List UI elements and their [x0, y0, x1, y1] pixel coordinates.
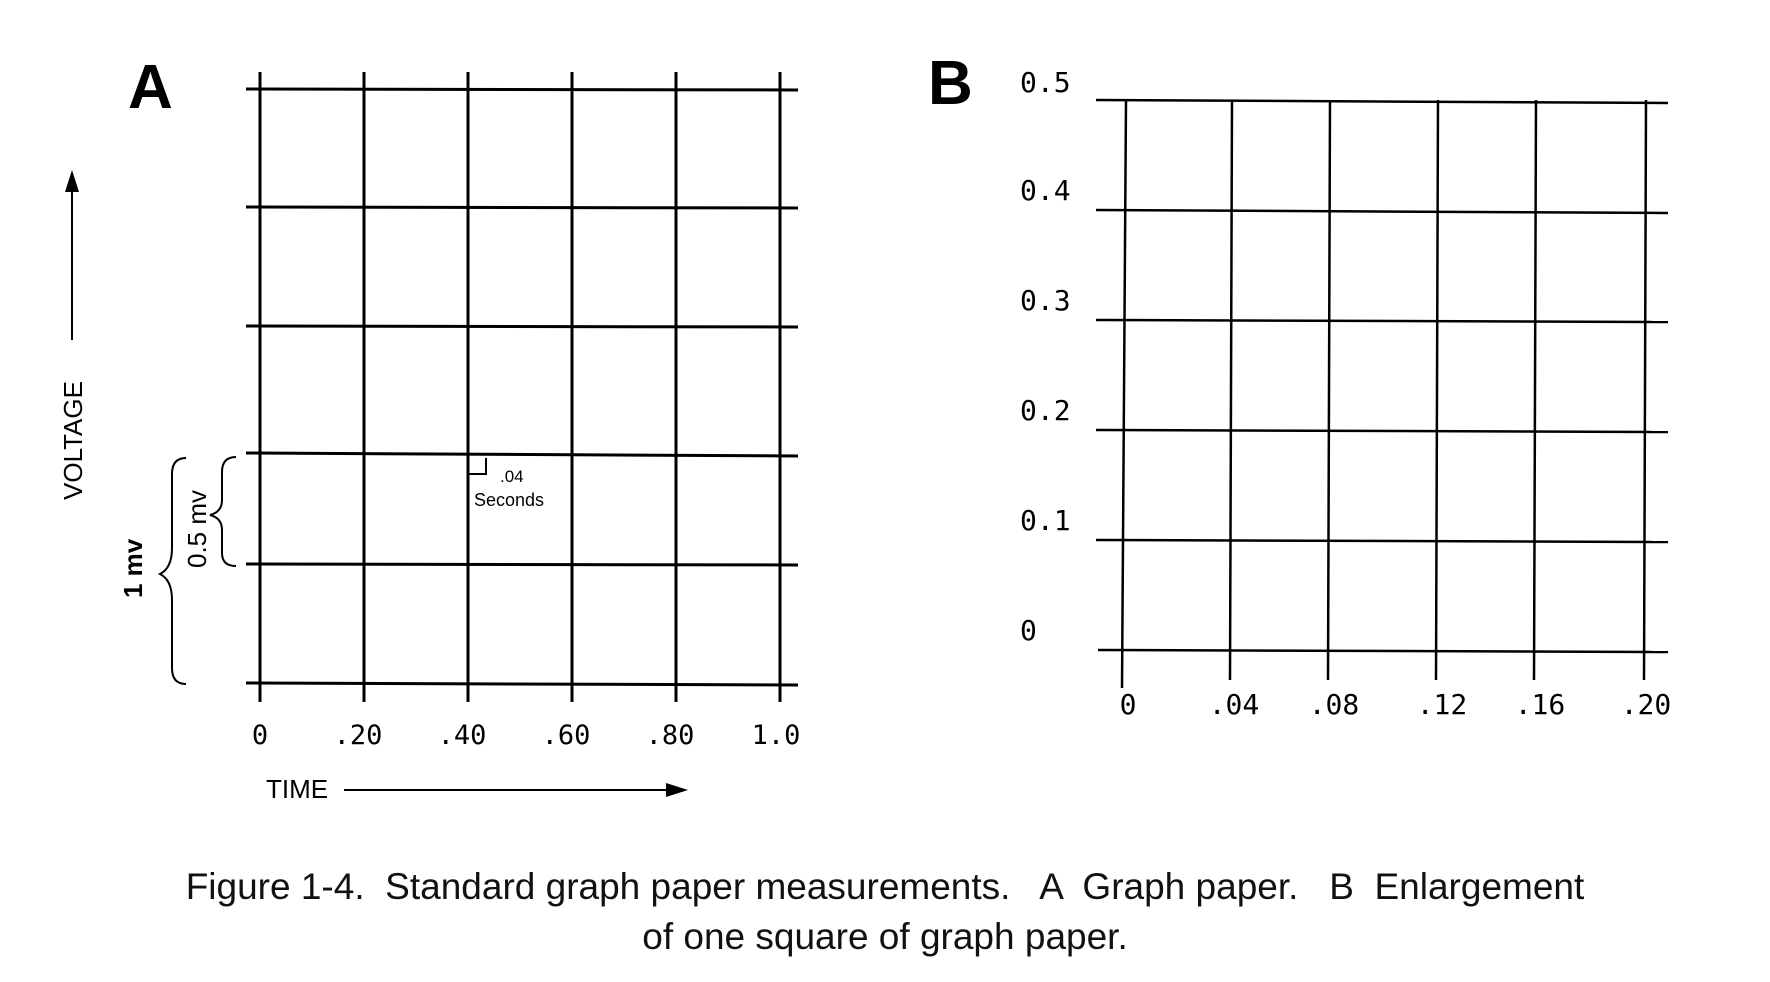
grid-b-vline-3 — [1328, 100, 1330, 680]
panel-a-grid — [246, 72, 798, 702]
grid-b-vline-6 — [1644, 100, 1646, 680]
b-x-tick-0: 0 — [1119, 688, 1137, 721]
panel-a-letter: A — [128, 53, 173, 122]
grid-a-hline-5 — [246, 564, 798, 565]
panel-b-y-ticks — [1020, 66, 1071, 647]
b-y-tick-2: 0.2 — [1020, 394, 1071, 427]
grid-b-vline-5 — [1534, 100, 1536, 680]
grid-b-hline-4 — [1096, 430, 1668, 432]
b-x-tick-3: .12 — [1416, 688, 1468, 721]
b-x-tick-5: .20 — [1620, 688, 1672, 721]
grid-b-hline-1 — [1096, 100, 1668, 103]
grid-a-hline-2 — [246, 207, 798, 208]
bracket-1mv-label: 1 mv — [118, 538, 148, 598]
grid-b-hline-5 — [1096, 540, 1668, 542]
grid-a-hline-1 — [246, 89, 798, 90]
grid-a-hline-4 — [246, 453, 798, 456]
bracket-0-5mv — [210, 457, 236, 566]
caption-line-1: Figure 1-4. Standard graph paper measurements. A Graph paper. B Enlargement — [185, 866, 1585, 907]
grid-b-hline-2 — [1096, 210, 1668, 213]
small-square-unit: Seconds — [474, 490, 545, 510]
panel-b-grid — [1096, 100, 1668, 688]
grid-a-hline-6 — [246, 683, 798, 685]
panel-b — [928, 49, 1671, 721]
small-square-marker — [468, 458, 486, 474]
b-y-tick-1: 0.1 — [1020, 504, 1071, 537]
grid-b-hline-6 — [1098, 650, 1668, 652]
bracket-0-5mv-label: 0.5 mv — [182, 489, 212, 568]
a-x-tick-2: .40 — [437, 720, 487, 751]
b-y-tick-0: 0 — [1020, 614, 1037, 647]
caption-line-2: of one square of graph paper. — [642, 916, 1128, 957]
grid-b-vline-2 — [1230, 100, 1232, 680]
b-y-tick-5: 0.5 — [1020, 66, 1071, 99]
voltage-arrow — [65, 170, 79, 340]
b-y-tick-3: 0.3 — [1020, 284, 1071, 317]
panel-b-x-ticks — [1120, 688, 1672, 721]
voltage-axis-label: VOLTAGE — [58, 381, 88, 500]
a-x-tick-4: .80 — [645, 720, 695, 751]
panel-a-x-ticks — [252, 720, 801, 751]
a-x-tick-1: .20 — [333, 720, 383, 751]
time-axis-label: TIME — [266, 774, 329, 804]
panel-b-letter: B — [928, 49, 973, 118]
grid-a-hline-3 — [246, 326, 798, 327]
time-arrow — [344, 783, 688, 797]
panel-a — [58, 53, 800, 804]
figure-caption — [0, 862, 1770, 962]
b-y-tick-4: 0.4 — [1020, 174, 1071, 207]
grid-b-vline-4 — [1436, 100, 1438, 680]
small-square-value: .04 — [500, 467, 524, 486]
b-x-tick-2: .08 — [1308, 688, 1360, 721]
a-x-tick-3: .60 — [541, 720, 591, 751]
b-x-tick-4: .16 — [1514, 688, 1566, 721]
a-x-tick-5: 1.0 — [751, 720, 801, 751]
grid-b-hline-3 — [1096, 320, 1668, 322]
grid-b-vline-1 — [1122, 100, 1126, 688]
a-x-tick-0: 0 — [251, 720, 269, 751]
b-x-tick-1: .04 — [1208, 688, 1260, 721]
